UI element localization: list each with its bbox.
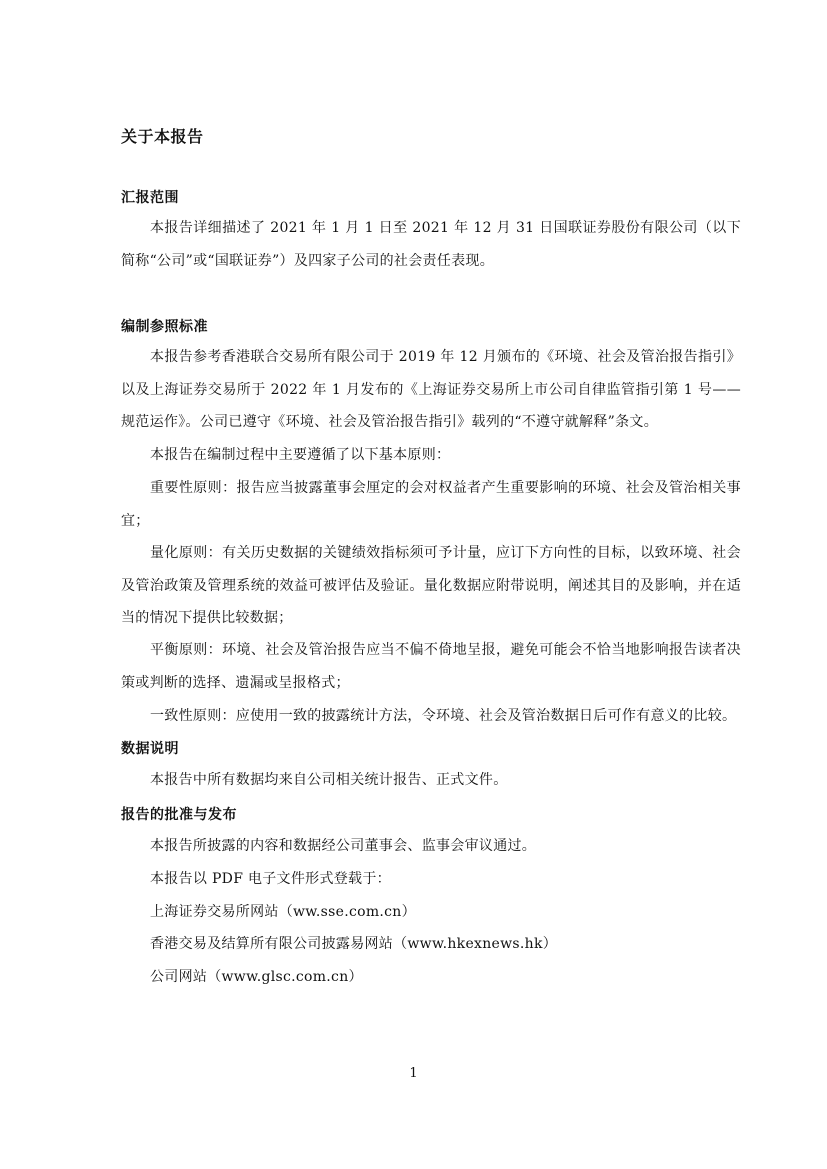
principle-materiality: 重要性原则：报告应当披露董事会厘定的会对权益者产生重要影响的环境、社会及管治相关事宜； [121, 480, 741, 529]
section-heading-scope: 汇报范围 [121, 190, 179, 206]
principle-balance: 平衡原则：环境、社会及管治报告应当不偏不倚地呈报，避免可能会不恰当地影响报告读者决策或判断的选择、遗漏或呈报格式； [121, 642, 741, 691]
standards-paragraph-1: 本报告参考香港联合交易所有限公司于 2019 年 12 月颁布的《环境、社会及管治报告指引》以及上海证券交易所于 2022 年 1 月发布的《上海证券交易所上市公司自律监管指引第 1 号——规范运作》。公司已遵守《环境、社会及管治报告指引》载列的“不遵守就解释”条文。 [121, 349, 741, 430]
data-note-paragraph: 本报告中所有数据均来自公司相关统计报告、正式文件。 [150, 772, 508, 788]
publication-approval-line: 本报告所披露的内容和数据经公司董事会、监事会审议通过。 [150, 838, 537, 854]
publication-link-hkex: 香港交易及结算所有限公司披露易网站（www.hkexnews.hk） [150, 936, 558, 952]
scope-paragraph: 本报告详细描述了 2021 年 1 月 1 日至 2021 年 12 月 31 日国联证券股份有限公司（以下简称“公司”或“国联证券”）及四家子公司的社会责任表现。 [121, 220, 741, 269]
publication-link-sse: 上海证券交易所网站（ww.sse.com.cn） [150, 904, 416, 920]
standards-paragraph-2: 本报告在编制过程中主要遵循了以下基本原则： [150, 447, 451, 463]
publication-format-line: 本报告以 PDF 电子文件形式登载于： [150, 871, 391, 887]
principle-quantitative: 量化原则：有关历史数据的关键绩效指标须可予计量，应订下方向性的目标，以致环境、社会及管治政策及管理系统的效益可被评估及验证。量化数据应附带说明，阐述其目的及影响，并在适当的情况下提供比较数据； [121, 545, 741, 626]
section-heading-standards: 编制参照标准 [121, 319, 208, 335]
section-heading-data-note: 数据说明 [121, 741, 179, 757]
section-heading-publication: 报告的批准与发布 [121, 807, 237, 823]
publication-link-company: 公司网站（www.glsc.com.cn） [150, 969, 363, 985]
principle-consistency: 一致性原则：应使用一致的披露统计方法，令环境、社会及管治数据日后可作有意义的比较。 [150, 708, 737, 724]
page-title: 关于本报告 [121, 127, 204, 146]
page-number: 1 [409, 1066, 418, 1081]
